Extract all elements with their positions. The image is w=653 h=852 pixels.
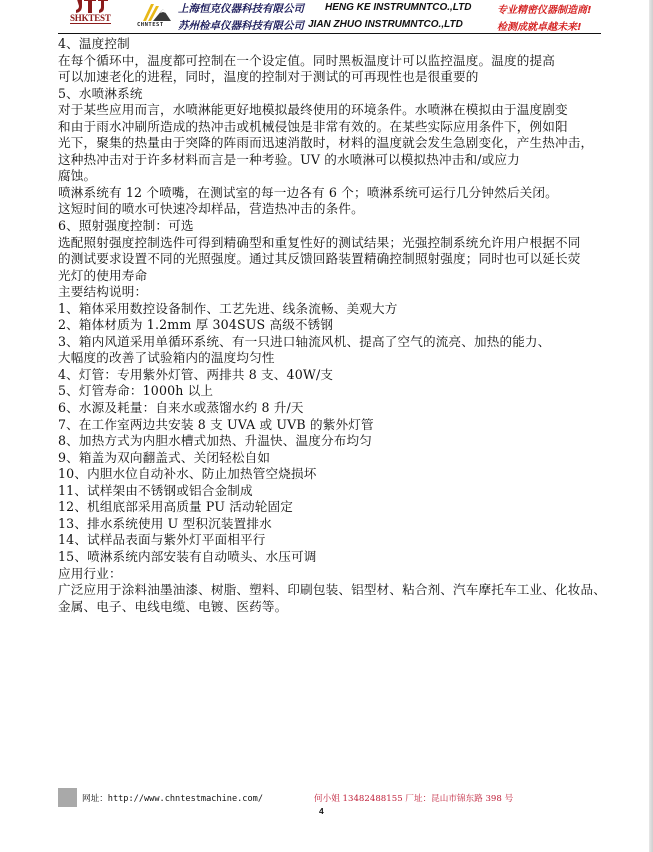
company-name-cn-1: 上海恒克仪器科技有限公司 [178,3,304,15]
section-heading-temperature-control: 4、温度控制 [58,36,130,51]
list-item: 8、加热方式为内胆水槽式加热、升温快、温度分布均匀 [58,433,373,449]
paragraph-line: 喷淋系统有 12 个喷嘴，在测试室的每一边各有 6 个；喷淋系统可运行几分钟然后关闭。 [58,184,558,200]
section-heading-irradiance-control: 6、照射强度控制：可选 [58,218,194,234]
shktest-logo-text: SHKTEST [70,13,111,23]
paragraph-line: 的测试要求设置不同的光照强度。通过其反馈回路装置精确控制照射强度；同时也可以延长荧 [58,251,581,267]
paragraph-line: 选配照射强度控制选件可得到精确型和重复性好的测试结果；光强控制系统允许用户根据不同 [58,234,581,250]
document-body [58,36,618,615]
slogan-2: 检测成就卓越未来! [497,22,582,33]
paragraph-line: 可以加速老化的进程，同时，温度的控制对于测试的可再现性也是很重要的 [58,69,479,85]
paragraph-line: 对于某些应用而言，水喷淋能更好地模拟最终使用的环境条件。水喷淋在模拟由于温度剧变 [58,102,568,118]
list-item-continuation: 大幅度的改善了试验箱内的温度均匀性 [58,350,275,366]
footer-website: 网址：http://www.chntestmachine.com/ [82,794,263,804]
chntest-logo [135,2,175,30]
section-heading-applications: 应用行业： [58,565,122,581]
footer-gray-square-icon [58,788,77,807]
paragraph-line: 金属、电子、电线电缆、电镀、医药等。 [58,598,288,614]
section-heading-water-spray: 5、水喷淋系统 [58,85,143,101]
list-item: 9、箱盖为双向翻盖式、关闭轻松自如 [58,449,271,465]
paragraph-line: 广泛应用于涂料油墨油漆、树脂、塑料、印刷包装、铝型材、粘合剂、汽车摩托车工业、化妆品、 [58,582,606,598]
list-item: 7、在工作室两边共安装 8 支 UVA 或 UVB 的紫外灯管 [58,416,374,432]
viewer-edge-border [649,0,653,852]
list-item: 3、箱内风道采用单循环系统、有一只进口轴流风机、提高了空气的流亮、加热的能力、 [58,333,551,349]
company-name-cn-2: 苏州检卓仪器科技有限公司 [178,20,304,32]
list-item: 6、水源及耗量：自来水或蒸馏水约 8 升/天 [58,400,304,416]
paragraph-line: 光下，聚集的热量由于突降的阵雨而迅速消散时，材料的温度就会发生急剧变化，产生热冲击， [58,135,594,151]
list-item: 12、机组底部采用高质量 PU 活动轮固定 [58,499,293,515]
header-divider [58,33,601,34]
shktest-logo [68,0,118,30]
shktest-logo-mark-icon [74,0,110,14]
company-name-en-2: JIAN ZHUO INSTRUMNTCO.,LTD [308,19,463,30]
list-item: 5、灯管寿命：1000h 以上 [58,383,214,399]
paragraph-line: 在每个循环中，温度都可控制在一个设定值。同时黑板温度计可以监控温度。温度的提高 [58,52,556,68]
chntest-logo-text: CHNTEST [137,22,164,28]
list-item: 14、试样品表面与紫外灯平面相平行 [58,532,266,548]
paragraph-line: 腐蚀。 [58,168,97,184]
chntest-mountain-icon [135,2,175,22]
list-item: 13、排水系统使用 U 型积沉装置排水 [58,515,272,531]
list-item: 15、喷淋系统内部安装有自动喷头、水压可调 [58,548,317,564]
list-item: 11、试样架由不锈钢或铝合金制成 [58,482,253,498]
list-item: 4、灯管：专用紫外灯管、两排共 8 支、40W/支 [58,366,334,382]
paragraph-line: 和由于雨水冲刷所造成的热冲击或机械侵蚀是非常有效的。在某些实际应用条件下，例如阳 [58,118,568,134]
list-item: 10、内胆水位自动补水、防止加热管空烧损坏 [58,466,317,482]
footer-contact-address: 何小姐 13482488155 厂址：昆山市锦东路 398 号 [314,794,514,804]
page-number: 4 [319,806,324,816]
paragraph-line: 这短时间的喷水可快速冷却样品，营造热冲击的条件。 [58,201,364,217]
section-heading-main-structure: 主要结构说明： [58,284,148,300]
page-header [0,0,649,34]
company-name-en-1: HENG KE INSTRUMNTCO.,LTD [325,2,472,13]
paragraph-line: 光灯的使用寿命 [58,267,148,283]
slogan-1: 专业精密仪器制造商! [497,5,592,16]
list-item: 2、箱体材质为 1.2mm 厚 304SUS 高级不锈钢 [58,317,334,333]
list-item: 1、箱体采用数控设备制作、工艺先进、线条流畅、美观大方 [58,300,398,316]
paragraph-line: 这种热冲击对于许多材料而言是一种考验。UV 的水喷淋可以模拟热冲击和/或应力 [58,151,520,167]
